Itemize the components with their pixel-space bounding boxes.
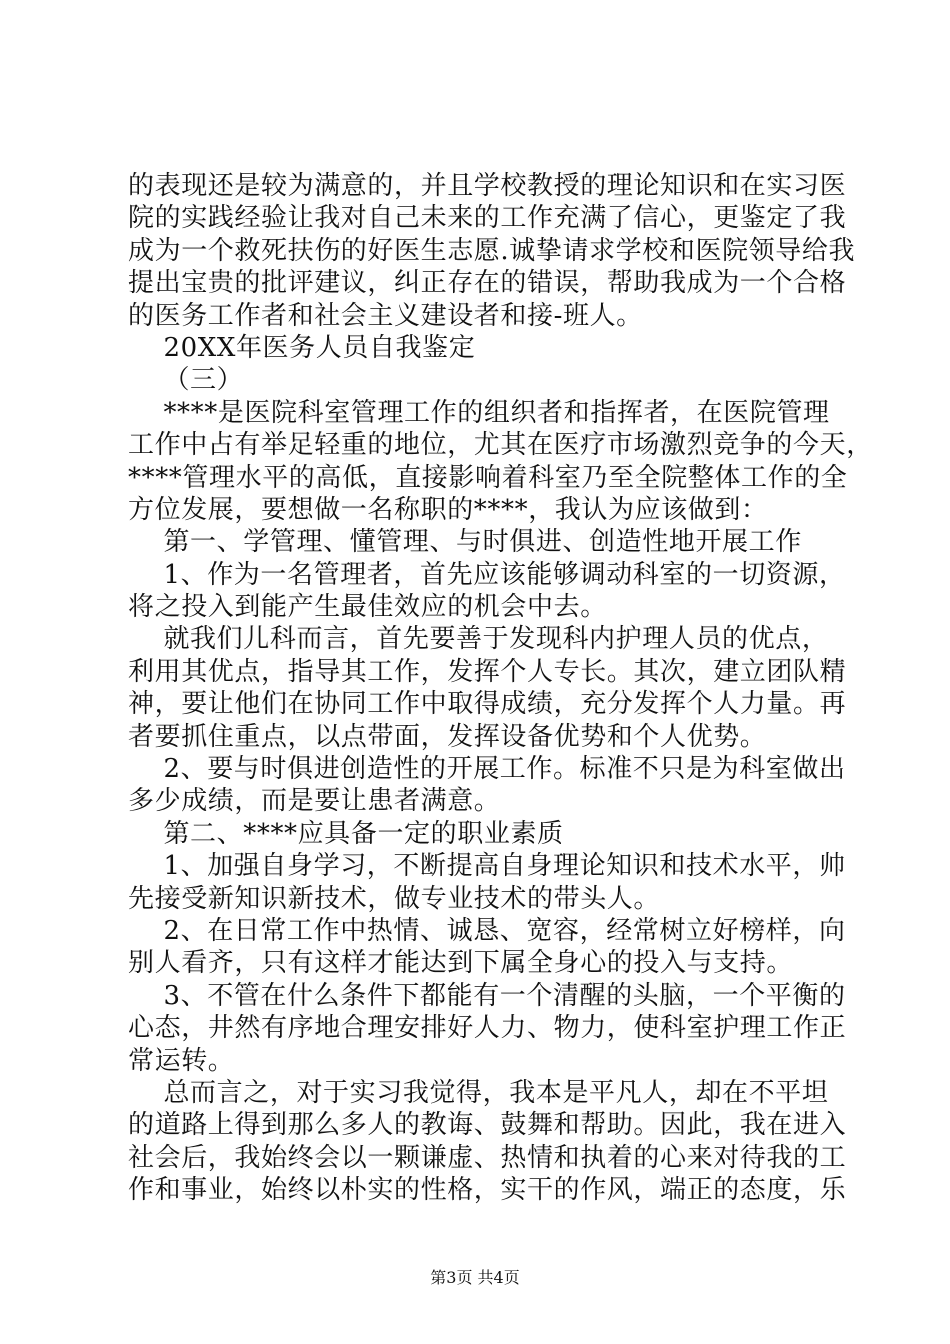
section-title: 20XX年医务人员自我鉴定 xyxy=(128,332,476,363)
text-line: 将之投入到能产生最佳效应的机会中去。 xyxy=(128,592,607,623)
text-line: 提出宝贵的批评建议，纠正存在的错误，帮助我成为一个合格 xyxy=(128,268,847,299)
text-line: 神，要让他们在协同工作中取得成绩，充分发挥个人力量。再 xyxy=(128,689,847,720)
text-line: 1、作为一名管理者，首先应该能够调动科室的一切资源， xyxy=(128,559,846,590)
text-line: 第一、学管理、懂管理、与时俱进、创造性地开展工作 xyxy=(128,527,802,558)
text-line: 的医务工作者和社会主义建设者和接-班人。 xyxy=(128,300,643,331)
text-line: 方位发展，要想做一名称职的****，我认为应该做到： xyxy=(128,494,768,525)
text-line: 的道路上得到那么多人的教诲、鼓舞和帮助。因此，我在进入 xyxy=(128,1110,847,1141)
text-line: 2、在日常工作中热情、诚恳、宽容，经常树立好榜样，向 xyxy=(128,915,846,946)
text-line: 常运转。 xyxy=(128,1045,235,1076)
text-line: ****是医院科室管理工作的组织者和指挥者，在医院管理 xyxy=(128,397,830,428)
text-line: 总而言之，对于实习我觉得，我本是平凡人，却在不平坦 xyxy=(128,1077,829,1108)
page-footer: 第3页 共4页 xyxy=(430,1268,520,1287)
text-line: 1、加强自身学习，不断提高自身理论知识和技术水平，帅 xyxy=(128,851,846,882)
text-line: 别人看齐，只有这样才能达到下属全身心的投入与支持。 xyxy=(128,948,794,979)
text-line: ****管理水平的高低，直接影响着科室乃至全院整体工作的全 xyxy=(128,462,848,493)
text-line: 利用其优点，指导其工作，发挥个人专长。其次，建立团队精 xyxy=(128,656,847,687)
text-line: 作和事业，始终以朴实的性格，实干的作风，端正的态度，乐 xyxy=(128,1175,847,1206)
text-line: 工作中占有举足轻重的地位，尤其在医疗市场激烈竞争的今天， xyxy=(128,430,873,461)
text-line: 第二、****应具备一定的职业素质 xyxy=(128,818,564,849)
text-line: 成为一个救死扶伤的好医生志愿.诚挚请求学校和医院领导给我 xyxy=(128,235,856,266)
text-line: 2、要与时俱进创造性的开展工作。标准不只是为科室做出 xyxy=(128,754,846,785)
text-line: 先接受新知识新技术，做专业技术的带头人。 xyxy=(128,883,661,914)
text-line: 的表现还是较为满意的，并且学校教授的理论知识和在实习医 xyxy=(128,171,847,201)
text-line: 多少成绩，而是要让患者满意。 xyxy=(128,786,501,817)
text-line: 心态，井然有序地合理安排好人力、物力，使科室护理工作正 xyxy=(128,1013,847,1044)
text-line: 院的实践经验让我对自己未来的工作充满了信心，更鉴定了我 xyxy=(128,203,847,234)
section-number: （三） xyxy=(128,365,244,396)
text-line: 3、不管在什么条件下都能有一个清醒的头脑，一个平衡的 xyxy=(128,980,846,1011)
text-line: 者要抓住重点，以点带面，发挥设备优势和个人优势。 xyxy=(128,721,767,752)
text-line: 社会后，我始终会以一颗谦虚、热情和执着的心来对待我的工 xyxy=(128,1142,847,1173)
document-body xyxy=(128,170,873,1207)
text-line: 就我们儿科而言，首先要善于发现科内护理人员的优点， xyxy=(128,624,829,655)
